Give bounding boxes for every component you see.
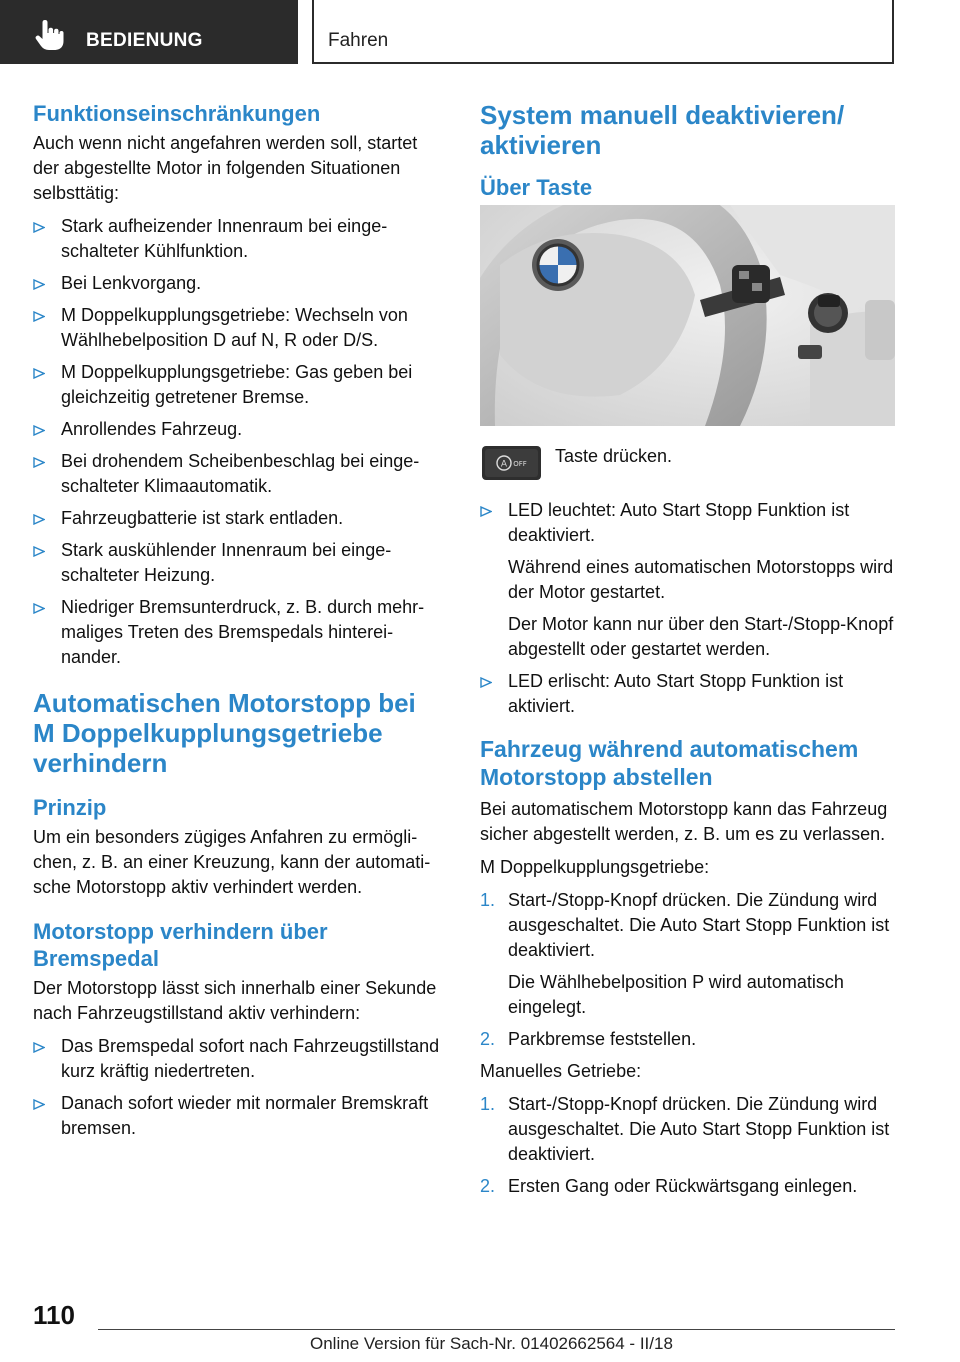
svg-text:OFF: OFF (513, 460, 527, 468)
heading-funktionseinschraenkungen: Funktionseinschränkungen (33, 101, 321, 126)
taste-druecken-text: Taste drücken. (555, 446, 673, 466)
paragraph-bremspedal: Der Motorstopp lässt sich innerhalb einer Sekunde nach Fahrzeugstillstand aktiv verhindern: (33, 978, 437, 1023)
paragraph-prinzip: Um ein besonders zügiges Anfahren zu ermöglichen, z. B. an einer Kreuzung, kann der automatische Motorstopp aktiv verhindert werden. (33, 827, 431, 897)
triangle-bullet-icon (33, 1099, 45, 1110)
triangle-bullet-icon (33, 546, 45, 557)
manual-steps (480, 1092, 895, 1199)
triangle-bullet-icon (33, 279, 45, 290)
heading-ueber-taste: Über Taste (480, 175, 593, 200)
chapter-title: Fahren (328, 30, 389, 51)
list-item: M Doppelkupplungsgetriebe: Wechseln von Wählhebelposition D auf N, R oder D/S. (33, 303, 443, 353)
section-tab (0, 0, 298, 64)
section-title: BEDIENUNG (86, 30, 203, 51)
heading-bremspedal: Motorstopp verhindern über Bremspedal (33, 919, 328, 971)
led-list (480, 498, 895, 719)
paragraph-funktion: Auch wenn nicht angefahren werden soll, startet der abgestellte Motor in folgenden Situationen selbsttätig: (33, 133, 418, 203)
list-item: 2. Parkbremse feststellen. (480, 1029, 697, 1049)
triangle-bullet-icon (33, 368, 45, 379)
paragraph-manuell: Manuelles Getriebe: (480, 1061, 642, 1081)
list-item: LED erlischt: Auto Start Stopp Funktion ist aktiviert. (480, 669, 895, 719)
triangle-bullet-icon (33, 514, 45, 525)
triangle-bullet-icon (480, 506, 492, 517)
triangle-bullet-icon (33, 222, 45, 233)
triangle-bullet-icon (33, 311, 45, 322)
triangle-bullet-icon (480, 677, 492, 688)
list-item: Fahrzeugbatterie ist stark entladen. (33, 506, 443, 531)
page-number: 110 (33, 1300, 75, 1330)
restriction-list (33, 214, 443, 670)
mdkg-steps (480, 888, 895, 1052)
heading-automatischer-motorstopp: Automatischen Motorstopp bei M Doppelkupplungsgetriebe verhindern (33, 688, 416, 778)
chapter-tab (312, 0, 894, 64)
list-item: 2. Ersten Gang oder Rückwärtsgang einlegen. (480, 1176, 858, 1196)
button-instruction (480, 442, 895, 488)
triangle-bullet-icon (33, 603, 45, 614)
list-item: Anrollendes Fahrzeug. (33, 417, 443, 442)
right-column (480, 100, 895, 1206)
heading-fahrzeug-abstellen: Fahrzeug während automatischem Motorstopp abstellen (480, 736, 859, 790)
svg-text:A: A (500, 459, 508, 470)
list-item: 1. Start-/Stopp-Knopf drücken. Die Zündung wird ausgeschaltet. Die Auto Start Stopp Funktion ist deaktiviert. Die Wählhebelposition P wird automatisch eingelegt. (480, 890, 890, 1017)
heading-prinzip: Prinzip (33, 795, 107, 820)
paragraph-mdkg: M Doppelkupplungsgetriebe: (480, 857, 710, 877)
list-item: Bei drohendem Scheibenbeschlag bei eingeschalteter Klimaautomatik. (33, 449, 443, 499)
heading-system-manuell: System manuell deaktivieren/ aktivieren (480, 100, 845, 160)
steering-wheel-photo (480, 205, 895, 426)
hand-pointer-icon (32, 17, 68, 53)
list-item: Bei Lenkvorgang. (33, 271, 443, 296)
list-item: Niedriger Bremsunterdruck, z. B. durch mehrmaliges Treten des Bremspedals hintereinander. (33, 595, 443, 670)
list-item: 1. Start-/Stopp-Knopf drücken. Die Zündung wird ausgeschaltet. Die Auto Start Stopp Funktion ist deaktiviert. (480, 1094, 890, 1164)
triangle-bullet-icon (33, 1042, 45, 1053)
list-item: Stark auskühlender Innenraum bei eingeschalteter Heizung. (33, 538, 443, 588)
left-column (33, 100, 443, 1148)
footer-version: Online Version für Sach-Nr. 01402662564 - II/18 (310, 1334, 673, 1353)
list-item: LED leuchtet: Auto Start Stopp Funktion ist deaktiviert. Während eines automatischen Motorstopps wird der Motor gestartet. Der Motor kann nur über den Start-/Stopp-Knopf abgestellt oder gestartet werden. (480, 498, 895, 662)
brake-list (33, 1034, 443, 1141)
list-item: M Doppelkupplungsgetriebe: Gas geben bei gleichzeitig getretener Bremse. (33, 360, 443, 410)
triangle-bullet-icon (33, 457, 45, 468)
paragraph-fahrzeug: Bei automatischem Motorstopp kann das Fahrzeug sicher abgestellt werden, z. B. um es zu verlassen. (480, 799, 888, 844)
list-item: Danach sofort wieder mit normaler Bremskraft bremsen. (33, 1091, 443, 1141)
triangle-bullet-icon (33, 425, 45, 436)
footer-divider (98, 1329, 895, 1330)
auto-start-stop-off-button-icon (480, 442, 543, 484)
list-item: Das Bremspedal sofort nach Fahrzeugstillstand kurz kräftig niedertreten. (33, 1034, 443, 1084)
list-item: Stark aufheizender Innenraum bei eingeschalteter Kühlfunktion. (33, 214, 443, 264)
